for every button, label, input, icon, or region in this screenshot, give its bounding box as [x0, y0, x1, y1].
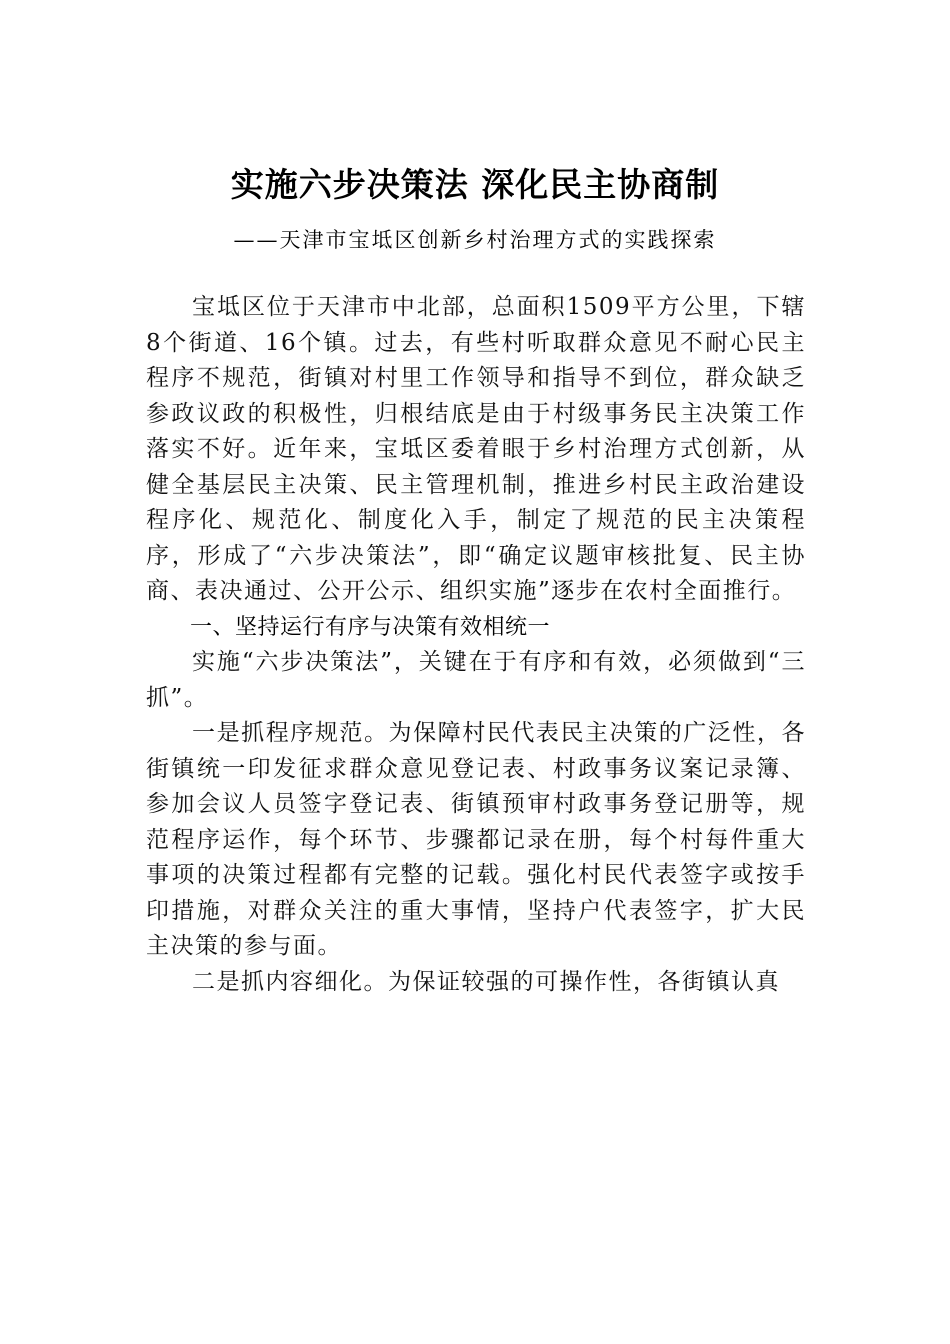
paragraph-point-2: 二是抓内容细化。为保证较强的可操作性，各街镇认真: [192, 968, 780, 995]
paragraph-point-1: 一是抓程序规范。为保障村民代表民主决策的广泛性，各街镇统一印发征求群众意见登记表、村政事务议案记录簿、参加会议人员签字登记表、街镇预审村政事务登记册等，规范程序运作，每个环节、步骤都记录在册，每个村每件重大事项的决策过程都有完整的记载。强化村民代表签字或按手印措施，对群众关注的重大事情，坚持户代表签字，扩大民主决策的参与面。: [146, 720, 806, 959]
document-subtitle: ——天津市宝坻区创新乡村治理方式的实践探索: [233, 228, 717, 252]
document-title: 实施六步决策法 深化民主协商制: [230, 165, 720, 204]
paragraph-intro: 宝坻区位于天津市中北部，总面积1509平方公里，下辖8个街道、16个镇。过去，有些村听取群众意见不耐心民主程序不规范，街镇对村里工作领导和指导不到位，群众缺乏参政议政的积极性，归根结底是由于村级事务民主决策工作落实不好。近年来，宝坻区委着眼于乡村治理方式创新，从健全基层民主决策、民主管理机制，推进乡村民主政治建设程序化、规范化、制度化入手，制定了规范的民主决策程序，形成了“六步决策法”，即“确定议题审核批复、民主协商、表决通过、公开公示、组织实施”逐步在农村全面推行。: [146, 294, 806, 604]
document-body: [146, 290, 806, 1000]
section-heading: 一、坚持运行有序与决策有效相统一: [190, 614, 551, 640]
paragraph-section-lead: 实施“六步决策法”，关键在于有序和有效，必须做到“三抓”。: [146, 649, 806, 711]
